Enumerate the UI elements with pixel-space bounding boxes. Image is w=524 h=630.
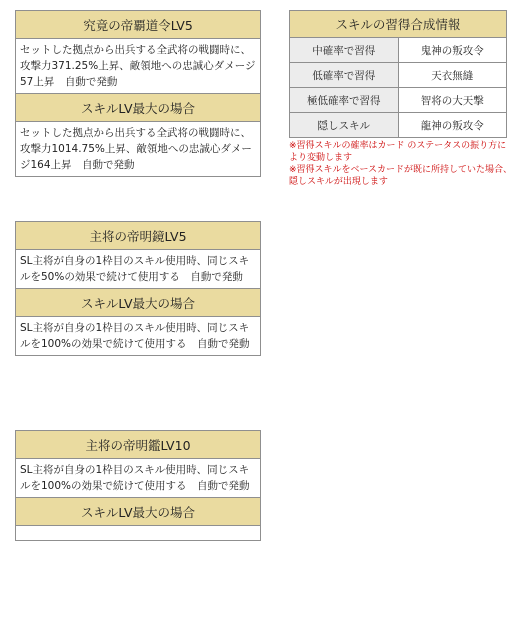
skill-table-3 bbox=[15, 430, 261, 541]
info-row-value: 鬼神の叛攻令 bbox=[398, 38, 507, 63]
skill-max-title: スキルLV最大の場合 bbox=[16, 498, 261, 526]
skill-title: 主将の帝明鑑LV10 bbox=[16, 431, 261, 459]
skill-table-1 bbox=[15, 10, 261, 177]
skill-max-title: スキルLV最大の場合 bbox=[16, 94, 261, 122]
info-row-label: 極低確率で習得 bbox=[290, 88, 399, 113]
skill-max-description bbox=[16, 526, 261, 541]
info-row-label: 隠しスキル bbox=[290, 113, 399, 138]
info-row-label: 中確率で習得 bbox=[290, 38, 399, 63]
skill-title: 究竟の帝覇道令LV5 bbox=[16, 11, 261, 39]
skill-description: セットした拠点から出兵する全武将の戦闘時に、攻撃力371.25%上昇、敵領地への忠誠心ダメージ57上昇 自動で発動 bbox=[16, 39, 261, 94]
info-title: スキルの習得合成情報 bbox=[290, 11, 507, 38]
info-row-label: 低確率で習得 bbox=[290, 63, 399, 88]
skill-title: 主将の帝明鏡LV5 bbox=[16, 222, 261, 250]
note-hidden-skill: ※習得スキルをベースカードが既に所持していた場合、隠しスキルが出現します bbox=[289, 165, 513, 187]
skill-description: SL主将が自身の1枠目のスキル使用時、同じスキルを100%の効果で続けて使用する 自動で発動 bbox=[16, 459, 261, 498]
skill-table-2 bbox=[15, 221, 261, 356]
info-notes bbox=[289, 140, 515, 188]
info-row-value: 龍神の叛攻令 bbox=[398, 113, 507, 138]
info-row-value: 天衣無縫 bbox=[398, 63, 507, 88]
skill-acquire-info-table bbox=[289, 10, 507, 138]
note-probability: ※習得スキルの確率はカード のステータスの振り方により変動します bbox=[289, 141, 507, 163]
skill-max-title: スキルLV最大の場合 bbox=[16, 289, 261, 317]
skill-description: SL主将が自身の1枠目のスキル使用時、同じスキルを50%の効果で続けて使用する 自動で発動 bbox=[16, 250, 261, 289]
skill-max-description: SL主将が自身の1枠目のスキル使用時、同じスキルを100%の効果で続けて使用する 自動で発動 bbox=[16, 317, 261, 356]
info-row-value: 智将の大天撃 bbox=[398, 88, 507, 113]
skill-max-description: セットした拠点から出兵する全武将の戦闘時に、攻撃力1014.75%上昇、敵領地への忠誠心ダメージ164上昇 自動で発動 bbox=[16, 122, 261, 177]
